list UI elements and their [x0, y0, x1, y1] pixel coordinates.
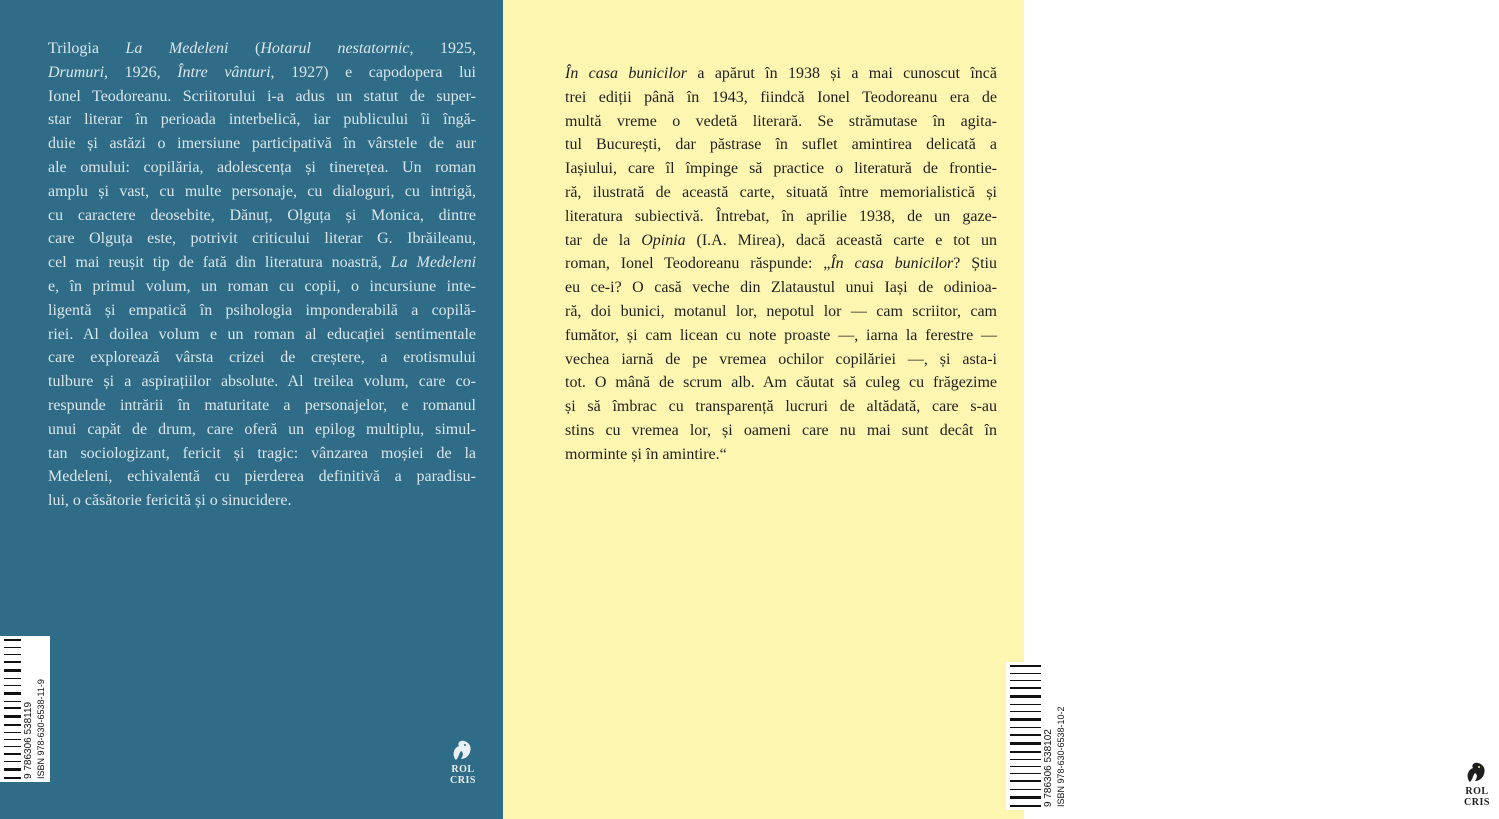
back-cover-right-panel — [503, 0, 1490, 819]
barcode-stripe — [4, 777, 21, 779]
barcode-stripe — [1010, 780, 1041, 782]
left-barcode — [0, 636, 50, 782]
right-blurb-line: tar de la Opinia (I.A. Mirea), dacă această carte e tot un — [565, 231, 998, 249]
left-blurb-line: duie și astăzi o imersiune participativă în vârstele de aur — [48, 135, 476, 153]
left-isbn: ISBN 978-630-6538-11-9 — [36, 679, 46, 779]
barcode-stripe — [4, 654, 21, 655]
barcode-stripe — [1010, 673, 1041, 674]
left-blurb-line: tan sociologizant, fericit și tragic: vânzarea moșiei de la — [48, 444, 476, 462]
barcode-stripe — [4, 647, 21, 648]
right-blurb-line: vechea iarnă de pe vremea ochilor copilăriei —, și asta-i — [565, 350, 997, 368]
barcode-stripe — [4, 739, 21, 740]
right-blurb-line: În casa bunicilor a apărut în 1938 și a mai cunoscut încă — [565, 65, 998, 82]
barcode-stripe — [4, 669, 21, 672]
barcode-stripe — [1010, 734, 1041, 736]
left-blurb-italic-title: La Medeleni — [390, 254, 477, 272]
right-blurb-line: Iașiului, care îl împinge să practice o literatură de frontie- — [565, 160, 997, 178]
left-blurb-line: amplu și vast, cu multe personaje, cu dialoguri, cu intrigă, — [48, 182, 476, 200]
left-publisher-name-2: CRIS — [450, 775, 476, 786]
left-blurb-italic-title: Între vânturi — [177, 63, 271, 81]
barcode-stripe — [1010, 751, 1041, 753]
barcode-stripe — [4, 639, 21, 641]
right-blurb-line: tul București, dar păstrase în suflet amintirea delicată a — [565, 136, 997, 154]
barcode-stripe — [4, 761, 21, 762]
right-blurb-line: tot. O mână de scrum alb. Am căutat să culeg cu frăgezime — [565, 374, 997, 392]
right-blurb-italic-title: În casa bunicilor — [830, 255, 954, 273]
right-publisher-name-2: CRIS — [1464, 797, 1490, 808]
right-barcode-number: 9 786306 538102 — [1043, 729, 1054, 807]
right-blurb-line: și să îmbrac cu transparență lucruri de altădată, care s-au — [565, 398, 997, 416]
right-blurb-italic-title: Opinia — [641, 231, 686, 249]
right-blurb-line: multă vreme o vedetă literară. Se strămutase în agita- — [565, 112, 997, 130]
barcode-stripe — [1010, 766, 1041, 767]
right-blurb-text — [565, 62, 997, 467]
left-blurb-line: ligentă și empatică în psihologia imponderabilă a copilă- — [48, 301, 476, 319]
barcode-stripe — [4, 692, 21, 695]
right-blurb-line: fumător, și cam licean cu note proaste —, iarna la ferestre — — [565, 326, 997, 344]
right-publisher-logo — [1455, 760, 1499, 808]
barcode-stripe — [4, 685, 21, 686]
barcode-stripe — [4, 753, 21, 755]
left-blurb-line: ale omului: copilăria, adolescența și tinerețea. Un roman — [48, 158, 476, 176]
left-blurb-italic-title: Drumuri — [48, 63, 105, 81]
left-publisher-logo — [441, 738, 485, 786]
left-blurb-line: cu caractere deosebite, Dănuț, Olguța și Monica, dintre — [48, 206, 476, 224]
right-blurb-italic-title: În casa bunicilor — [565, 65, 688, 82]
barcode-stripe — [1010, 695, 1041, 698]
barcode-stripe — [4, 768, 21, 771]
left-barcode-bars — [4, 639, 21, 779]
left-blurb-line: Trilogia La Medeleni (Hotarul nestatornic, 1925, — [48, 40, 477, 57]
barcode-stripe — [1010, 759, 1041, 760]
back-cover-left-panel — [0, 0, 503, 819]
right-blurb-line: ră, doi bunici, motanul lor, nepotul lor — cam scriitor, cam — [565, 302, 997, 320]
barcode-stripe — [4, 732, 21, 733]
barcode-stripe — [4, 661, 21, 663]
barcode-stripe — [1010, 665, 1041, 667]
left-blurb-italic-title: La Medeleni — [125, 40, 229, 57]
left-blurb-line: Ionel Teodoreanu. Scriitorului i-a adus un statut de super- — [48, 87, 476, 105]
barcode-stripe — [1010, 687, 1041, 689]
left-publisher-name-1: ROL — [451, 764, 475, 775]
barcode-stripe — [1010, 711, 1041, 712]
right-blurb-line: morminte și în amintire.“ — [565, 445, 727, 463]
barcode-stripe — [1010, 805, 1041, 807]
left-blurb-text — [48, 37, 476, 513]
right-blurb-line: ră, ilustrată de această carte, situată între memorialistică și — [565, 183, 997, 201]
barcode-stripe — [4, 707, 21, 709]
left-blurb-line: care Olguța este, potrivit criticului literar G. Ibrăileanu, — [48, 230, 476, 248]
left-blurb-line: Medeleni, echivalentă cu pierderea definitivă a paradisu- — [48, 468, 476, 486]
barcode-stripe — [1010, 796, 1041, 799]
left-blurb-line: e, în primul volum, un roman cu copii, o incursiune inte- — [48, 277, 476, 295]
right-blurb-line: trei ediții până în 1943, fiindcă Ionel Teodoreanu era de — [565, 88, 997, 106]
left-blurb-line: tulbure și a aspirațiilor absolute. Al treilea volum, care co- — [48, 373, 476, 391]
left-blurb-line: riei. Al doilea volum e un roman al educației sentimentale — [48, 325, 476, 343]
barcode-stripe — [1010, 727, 1041, 728]
barcode-stripe — [1010, 742, 1041, 745]
right-blurb-line: stins cu vremea lor, și oameni care nu mai sunt decât în — [565, 421, 997, 439]
barcode-stripe — [4, 701, 21, 702]
left-blurb-line: unui capăt de drum, care oferă un epilog multiplu, simul- — [48, 420, 476, 438]
right-barcode — [1006, 662, 1070, 810]
left-blurb-line: lui, o căsătorie fericită și o sinucidere. — [48, 492, 292, 510]
left-barcode-number: 9 786306 538119 — [23, 701, 34, 779]
right-barcode-bars — [1010, 665, 1041, 807]
left-blurb-line: Drumuri, 1926, Între vânturi, 1927) e capodopera lui — [48, 63, 476, 81]
barcode-stripe — [4, 724, 21, 726]
left-blurb-line: respunde intrării în maturitate a personajelor, e romanul — [48, 396, 476, 414]
barcode-stripe — [1010, 704, 1041, 705]
right-blurb-line: roman, Ionel Teodoreanu răspunde: „În casa bunicilor? Știu — [565, 255, 998, 273]
left-blurb-italic-title: Hotarul nestatornic — [260, 40, 410, 57]
left-blurb-line: star literar în perioada interbelică, iar publicului îi îngă- — [48, 111, 476, 129]
squirrel-logo-icon — [1464, 760, 1490, 786]
right-blurb-line: eu ce-i? O casă veche din Zlataustul unui Iași de odinioa- — [565, 279, 997, 297]
right-blurb-line: literatura subiectivă. Întrebat, în aprilie 1938, de un gaze- — [565, 207, 997, 225]
barcode-stripe — [4, 715, 21, 718]
barcode-stripe — [1010, 773, 1041, 774]
barcode-stripe — [1010, 718, 1041, 721]
barcode-stripe — [1010, 680, 1041, 681]
left-blurb-line: care explorează vârsta crizei de creștere, a erotismului — [48, 349, 476, 367]
squirrel-logo-icon — [450, 738, 476, 764]
left-blurb-line: cel mai reușit tip de fată din literatura noastră, La Medeleni — [48, 254, 477, 272]
barcode-stripe — [4, 678, 21, 679]
right-isbn: ISBN 978-630-6538-10-2 — [1056, 706, 1066, 807]
barcode-stripe — [4, 746, 21, 747]
barcode-stripe — [1010, 789, 1041, 790]
right-publisher-name-1: ROL — [1465, 786, 1489, 797]
